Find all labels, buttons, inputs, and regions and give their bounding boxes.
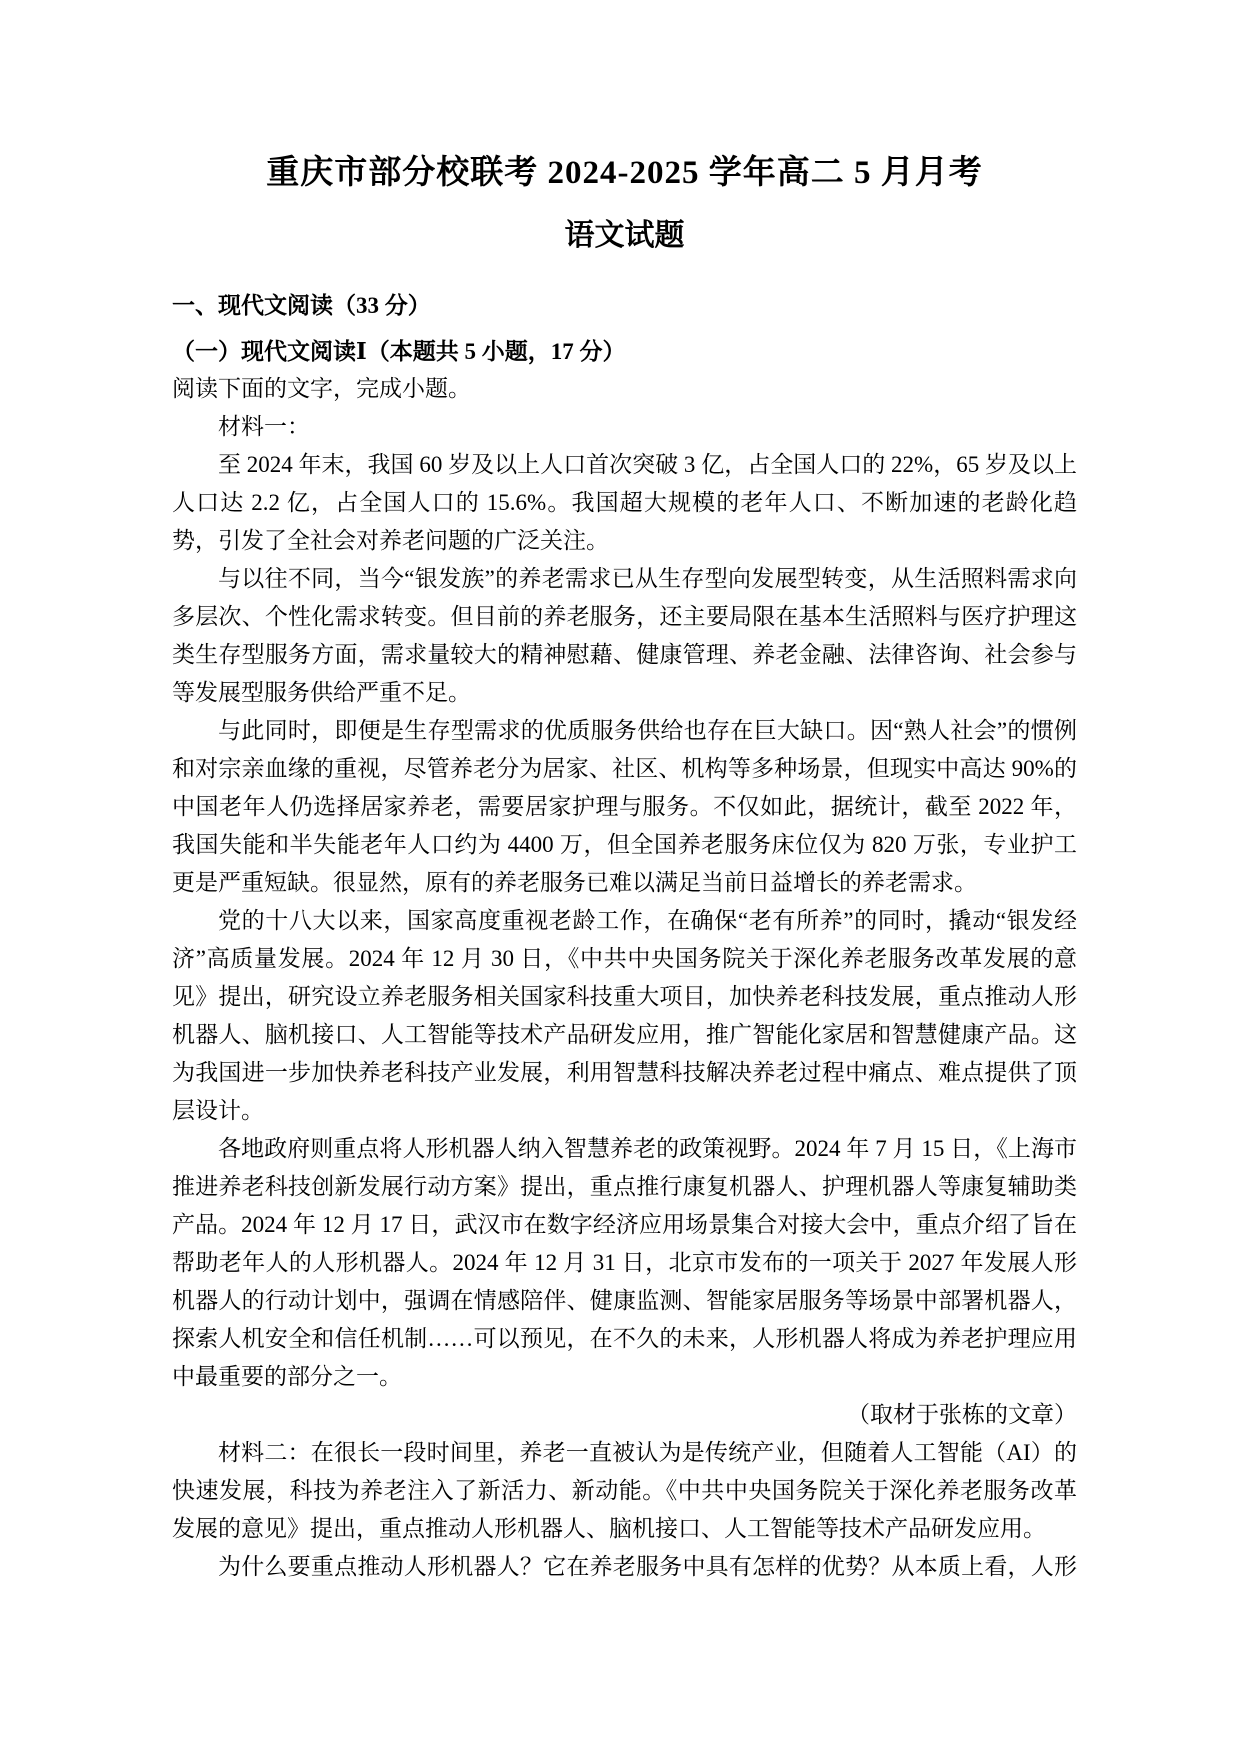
material-2-paragraph-1: 材料二：在很长一段时间里，养老一直被认为是传统产业，但随着人工智能（AI）的快速发展，科技为养老注入了新活力、新动能。《中共中央国务院关于深化养老服务改革发展的意见》提出，重点推动人形机器人、脑机接口、人工智能等技术产品研发应用。 (172, 1440, 1077, 1541)
material-1-label: 材料一： (218, 414, 310, 439)
material-1-paragraph-5: 各地政府则重点将人形机器人纳入智慧养老的政策视野。2024 年 7 月 15 日，《上海市推进养老科技创新发展行动方案》提出，重点推行康复机器人、护理机器人等康复辅助类产品。2024 年 12 月 17 日，武汉市在数字经济应用场景集合对接大会中，重点介绍了旨在帮助老年人的人形机器人。2024 年 12 月 31 日，北京市发布的一项关于 2027 年发展人形机器人的行动计划中，强调在情感陪伴、健康监测、智能家居服务等场景中部署机器人，探索人机安全和信任机制……可以预见，在不久的未来，人形机器人将成为养老护理应用中最重要的部分之一。 (172, 1136, 1077, 1389)
material-1-paragraph-4: 党的十八大以来，国家高度重视老龄工作，在确保“老有所养”的同时，撬动“银发经济”高质量发展。2024 年 12 月 30 日，《中共中央国务院关于深化养老服务改革发展的意见》提出，研究设立养老服务相关国家科技重大项目，加快养老科技发展，重点推动人形机器人、脑机接口、人工智能等技术产品研发应用，推广智能化家居和智慧健康产品。这为我国进一步加快养老科技产业发展，利用智慧科技解决养老过程中痛点、难点提供了顶层设计。 (172, 908, 1077, 1123)
section-1-heading: 一、现代文阅读（33 分） (172, 293, 431, 318)
material-1-paragraph-2: 与以往不同，当今“银发族”的养老需求已从生存型向发展型转变，从生活照料需求向多层次、个性化需求转变。但目前的养老服务，还主要局限在基本生活照料与医疗护理这类生存型服务方面，需求量较大的精神慰藉、健康管理、养老金融、法律咨询、社会参与等发展型服务供给严重不足。 (172, 566, 1077, 705)
reading-instruction: 阅读下面的文字，完成小题。 (172, 376, 471, 401)
material-1-paragraph-1: 至 2024 年末，我国 60 岁及以上人口首次突破 3 亿，占全国人口的 22%，65 岁及以上人口达 2.2 亿，占全国人口的 15.6%。我国超大规模的老年人口、不断加速的老龄化趋势，引发了全社会对养老问题的广泛关注。 (172, 452, 1077, 553)
doc-subtitle: 语文试题 (564, 219, 685, 252)
material-2-paragraph-2: 为什么要重点推动人形机器人？它在养老服务中具有怎样的优势？从本质上看，人形 (218, 1554, 1077, 1579)
subsection-1-heading: （一）现代文阅读Ⅰ（本题共 5 小题，17 分） (172, 339, 626, 364)
material-1-paragraph-3: 与此同时，即便是生存型需求的优质服务供给也存在巨大缺口。因“熟人社会”的惯例和对宗亲血缘的重视，尽管养老分为居家、社区、机构等多种场景，但现实中高达 90%的中国老年人仍选择居家养老，需要居家护理与服务。不仅如此，据统计，截至 2022 年，我国失能和半失能老年人口约为 4400 万，但全国养老服务床位仅为 820 万张，专业护工更是严重短缺。很显然，原有的养老服务已难以满足当前日益增长的养老需求。 (172, 718, 1078, 895)
material-1-attribution: （取材于张栋的文章） (847, 1402, 1077, 1427)
doc-title: 重庆市部分校联考 2024-2025 学年高二 5 月月考 (266, 155, 983, 191)
